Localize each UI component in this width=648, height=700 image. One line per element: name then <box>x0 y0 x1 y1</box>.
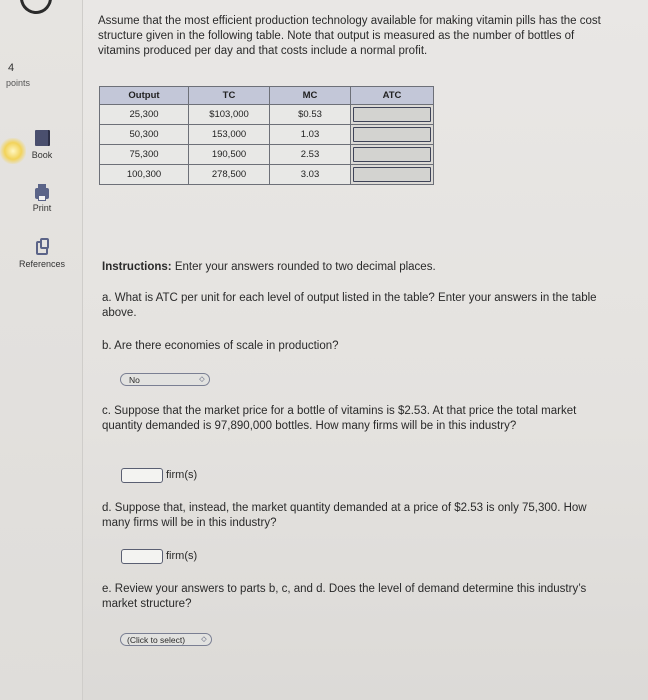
cell-atc <box>351 145 434 165</box>
cost-table <box>99 86 434 185</box>
header-tc: TC <box>189 87 270 105</box>
table-row <box>100 125 434 145</box>
cell-tc: 190,500 <box>189 145 270 165</box>
select-value: No <box>129 375 140 385</box>
firms-unit-c: firm(s) <box>166 469 198 481</box>
book-button[interactable] <box>12 130 72 160</box>
cell-output: 75,300 <box>100 145 189 165</box>
atc-input[interactable] <box>353 107 431 122</box>
cell-mc: 2.53 <box>270 145 351 165</box>
cell-mc: 1.03 <box>270 125 351 145</box>
table-header-row <box>100 87 434 105</box>
instructions <box>102 260 612 275</box>
atc-input[interactable] <box>353 127 431 142</box>
part-c-question: c. Suppose that the market price for a bottle of vitamins is $2.53. At that price the total market quantity demanded is 97,890,000 bottles. How many firms will be in this industry? <box>102 405 577 432</box>
intro-text: Assume that the most efficient production technology available for making vitamin pills has the cost structure given in the following table. Note that output is measured as the number of bottles of vitamins produced per day and that costs include a normal profit. <box>98 15 601 57</box>
book-icon <box>35 130 50 146</box>
part-b-question: b. Are there economies of scale in production? <box>102 340 339 352</box>
market-structure-select[interactable] <box>120 633 212 646</box>
header-atc: ATC <box>351 87 434 105</box>
table-row <box>100 145 434 165</box>
part-d-question: d. Suppose that, instead, the market quantity demanded at a price of $2.53 is only 75,300. How many firms will be in this industry? <box>102 502 587 529</box>
points-label: points <box>6 78 31 88</box>
cell-atc <box>351 165 434 185</box>
print-icon <box>35 188 49 199</box>
header-output: Output <box>100 87 189 105</box>
chevron-updown-icon: ◇ <box>199 376 205 383</box>
book-label: Book <box>31 150 53 160</box>
chevron-updown-icon: ◇ <box>201 636 207 643</box>
atc-input[interactable] <box>353 147 431 162</box>
print-button[interactable] <box>12 188 72 213</box>
table-row <box>100 105 434 125</box>
firms-unit-d: firm(s) <box>166 550 198 562</box>
part-a-question: a. What is ATC per unit for each level of output listed in the table? Enter your answers in the table above. <box>102 292 597 319</box>
cell-atc <box>351 105 434 125</box>
economies-of-scale-select[interactable] <box>120 373 210 386</box>
cell-mc: $0.53 <box>270 105 351 125</box>
cell-atc <box>351 125 434 145</box>
cell-tc: $103,000 <box>189 105 270 125</box>
panel-divider <box>82 0 83 700</box>
firms-input-c[interactable] <box>121 468 163 483</box>
cell-output: 100,300 <box>100 165 189 185</box>
firms-input-d[interactable] <box>121 549 163 564</box>
part-e-question: e. Review your answers to parts b, c, and d. Does the level of demand determine this industry’s market structure? <box>102 583 587 610</box>
cell-tc: 278,500 <box>189 165 270 185</box>
left-panel <box>0 0 82 700</box>
references-icon <box>36 241 48 255</box>
print-label: Print <box>32 203 52 213</box>
instructions-text: Enter your answers rounded to two decimal places. <box>171 261 436 273</box>
references-label: References <box>18 259 66 269</box>
cell-tc: 153,000 <box>189 125 270 145</box>
cell-mc: 3.03 <box>270 165 351 185</box>
question-number: 4 <box>8 62 15 74</box>
references-button[interactable] <box>12 241 72 269</box>
instructions-label: Instructions: <box>102 261 172 273</box>
atc-input[interactable] <box>353 167 431 182</box>
select-value: (Click to select) <box>127 635 186 645</box>
table-row <box>100 165 434 185</box>
cell-output: 25,300 <box>100 105 189 125</box>
cell-output: 50,300 <box>100 125 189 145</box>
header-mc: MC <box>270 87 351 105</box>
